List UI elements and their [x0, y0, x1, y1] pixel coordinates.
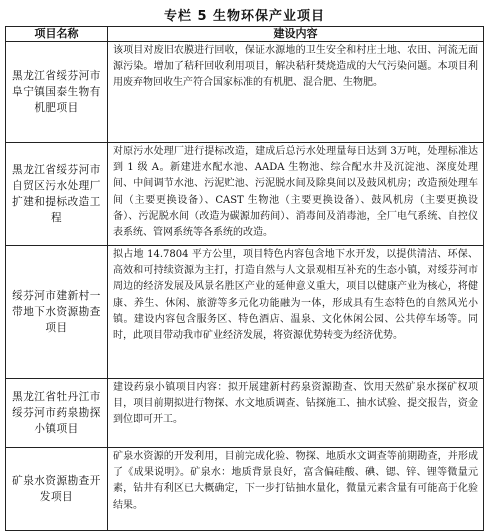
table-header-row — [6, 27, 484, 42]
project-name-cell: 黑龙江省牡丹江市绥芬河市药泉勘探小镇项目 — [6, 379, 108, 448]
header-project-name: 项目名称 — [6, 27, 108, 42]
project-name-cell: 黑龙江省绥芬河市自贸区污水处理厂扩建和提标改造工程 — [6, 143, 108, 246]
table-row — [6, 143, 484, 246]
project-table — [5, 26, 484, 531]
header-construction-content: 建设内容 — [108, 27, 484, 42]
project-name-cell: 绥芬河市建新村一带地下水资源勘查项目 — [6, 246, 108, 379]
table-row — [6, 448, 484, 531]
project-content-cell: 拟占地 14.7804 平方公里，项目特色内容包含地下水开发，以提供清洁、环保、高效和可持续资源为主打，打造自然与人文景观相互补充的生态小镇，对绥芬河市周边的经济发展及风景名胜区产业的延伸意义重大，项目以健康产业为核心，将健康、养生、休闲、旅游等多元化功能融为一体，形成具有生态特色的自然风光小镇。建设内容包含服务区、特色酒店、温泉、文化休闲公园、公共停车场等。同时，此项目带动我市矿业经济发展，将资源优势转变为经济优势。 — [108, 246, 484, 379]
project-content-cell: 矿泉水资源的开发利用，目前完成化验、物探、地质水文调查等前期勘查，并形成了《成果说明》。矿泉水：地质背景良好，富含偏硅酸、碘、锶、锌、锂等微量元素，钻井有利区已大概确定，下一步打钻抽水量化，微量元素含量有可能高于化验结果。 — [108, 448, 484, 531]
project-content-cell: 该项目对废旧农膜进行回收，保证水源地的卫生安全和村庄土地、农田、河流无面源污染。增加了秸秆回收利用项目，解决秸秆焚烧造成的大气污染问题。本项目利用废弃物回收生产符合国家标准的有机肥、混合肥、生物肥。 — [108, 42, 484, 143]
project-name-cell: 黑龙江省绥芬河市阜宁镇国泰生物有机肥项目 — [6, 42, 108, 143]
project-content-cell: 对原污水处理厂进行提标改造，建成后总污水处理量每日达到 3万吨，处理标准达到 1 级 A。新建进水配水池、AADA 生物池、综合配水井及沉淀池、深度处理间、中间调节水池、污泥贮池、污泥脱水间及除臭间以及鼓风机房；改造预处理车间（主要更换设备）、CAST 生物池（主要更换设备）、鼓风机房（主要更换设备）、污泥脱水间（改造为碳源加药间）、消毒间及消毒池，全厂电气系统、自控仪表系统、管网系统等各系统的改造。 — [108, 143, 484, 246]
page-title: 专栏 5 生物环保产业项目 — [163, 9, 326, 24]
table-row — [6, 379, 484, 448]
table-row — [6, 246, 484, 379]
project-name-cell: 矿泉水资源勘查开发项目 — [6, 448, 108, 531]
table-row — [6, 42, 484, 143]
project-content-cell: 建设药泉小镇项目内容：拟开展建新村药泉资源勘查、饮用天然矿泉水探矿权项目，项目前期拟进行物探、水文地质调查、钻探施工、抽水试验、提交报告，资金到位即可开工。 — [108, 379, 484, 448]
